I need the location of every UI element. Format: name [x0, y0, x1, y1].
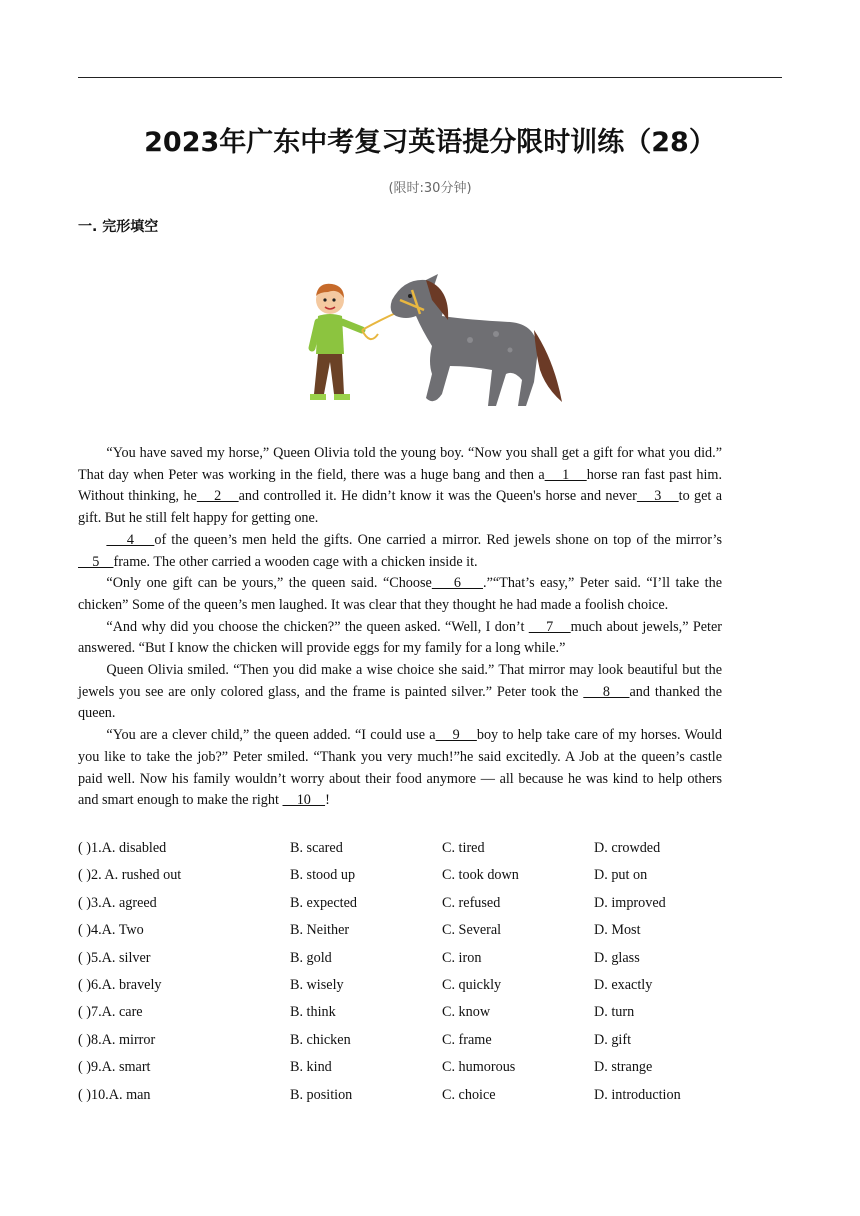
- blank-7: 7: [528, 618, 571, 635]
- option-c: C. know: [442, 1004, 491, 1021]
- cloze-passage: [78, 443, 722, 812]
- option-c: C. quickly: [442, 976, 502, 993]
- blank-3: 3: [636, 488, 679, 505]
- question-row: [78, 1059, 778, 1086]
- option-d: D. improved: [594, 894, 666, 911]
- passage-text: much about jewels,” Peter answered. “But I know the chicken will provide eggs for my family for a long while.”: [78, 618, 723, 657]
- passage-text: “And why did you choose the chicken?” the queen asked. “Well, I don’t: [106, 618, 529, 635]
- passage-text: “Only one gift can be yours,” the queen said. “Choose: [106, 575, 432, 592]
- question-list: [78, 840, 778, 1114]
- passage-text: Queen Olivia smiled. “Then you did make a wise choice she said.” That mirror may look beautiful but the jewels you see are only colored glass, and the frame is painted silver.” Peter took the: [78, 662, 722, 700]
- option-b: B. Neither: [290, 922, 350, 939]
- question-row: [78, 950, 778, 977]
- option-d: D. crowded: [594, 840, 661, 856]
- blank-10: 10: [282, 792, 326, 809]
- option-b: B. scared: [290, 840, 343, 856]
- option-b: B. position: [290, 1086, 353, 1103]
- blank-6: 6: [431, 575, 484, 592]
- option-d: D. exactly: [594, 976, 653, 993]
- passage-text: and controlled it. He didn’t know it was the Queen's horse and never: [238, 488, 637, 505]
- passage-text: to get a gift. But he still felt happy for getting one.: [78, 488, 723, 527]
- time-limit: (限时:30分钟): [388, 181, 472, 196]
- question-row: [78, 895, 778, 922]
- blank-1: 1: [544, 466, 587, 483]
- passage-text: and thanked the queen.: [78, 683, 723, 722]
- option-d: D. glass: [594, 949, 640, 966]
- option-d: D. strange: [594, 1059, 653, 1076]
- option-c: C. took down: [442, 867, 519, 884]
- option-a: ( )4.A. Two: [78, 922, 144, 939]
- option-c: C. humorous: [442, 1059, 516, 1076]
- option-b: B. expected: [290, 894, 357, 911]
- passage-paragraph: [78, 573, 722, 616]
- option-c: C. refused: [442, 894, 501, 911]
- option-a: ( )6.A. bravely: [78, 976, 162, 993]
- option-d: D. gift: [594, 1031, 632, 1048]
- question-row: [78, 1032, 778, 1059]
- option-d: D. introduction: [594, 1086, 681, 1103]
- option-b: B. wisely: [290, 976, 344, 993]
- horse-figure: [391, 274, 562, 406]
- question-row: [78, 867, 778, 894]
- option-d: D. put on: [594, 867, 648, 884]
- passage-paragraph: [78, 530, 722, 573]
- passage-paragraph: [78, 725, 722, 812]
- page-title: 2023年广东中考复习英语提分限时训练（28）: [144, 127, 716, 158]
- passage-text: boy to help take care of my horses. Would you like to take the job?” Peter smiled. “Thank you very much!”he said excitedly. A Job at the queen’s castle paid well. Now his family wouldn’t worry about their food anymore — all because he was kind to help others and smart enough to make the right: [78, 727, 722, 809]
- question-row: [78, 922, 778, 949]
- option-a: ( )10.A. man: [78, 1086, 151, 1103]
- passage-paragraph: [78, 443, 722, 530]
- option-b: B. chicken: [290, 1031, 351, 1048]
- blank-4: 4: [106, 531, 155, 548]
- passage-text: frame. The other carried a wooden cage with a chicken inside it.: [113, 553, 478, 570]
- question-row: [78, 1004, 778, 1031]
- question-row: [78, 840, 778, 867]
- boy-with-horse-illustration: [300, 270, 570, 420]
- blank-9: 9: [435, 727, 477, 744]
- option-d: D. Most: [594, 922, 641, 939]
- option-c: C. choice: [442, 1086, 496, 1103]
- option-c: C. Several: [442, 922, 502, 939]
- option-c: C. iron: [442, 949, 482, 966]
- option-a: ( )2. A. rushed out: [78, 867, 182, 884]
- option-b: B. kind: [290, 1059, 332, 1076]
- blank-8: 8: [583, 683, 630, 700]
- question-row: [78, 977, 778, 1004]
- option-a: ( )8.A. mirror: [78, 1031, 156, 1048]
- option-b: B. think: [290, 1004, 336, 1021]
- passage-text: horse ran fast past him. Without thinking, he: [78, 466, 722, 505]
- blank-5: 5: [78, 553, 114, 570]
- option-c: C. frame: [442, 1031, 492, 1048]
- passage-text: “You are a clever child,” the queen added. “I could use a: [106, 727, 436, 744]
- blank-2: 2: [196, 488, 239, 505]
- option-a: ( )5.A. silver: [78, 949, 151, 966]
- passage-text: “You have saved my horse,” Queen Olivia told the young boy. “Now you shall get a gift for what you did.” That day when Peter was working in the field, there was a huge bang and then a: [78, 445, 722, 483]
- passage-paragraph: [78, 617, 722, 660]
- option-c: C. tired: [442, 840, 485, 856]
- passage-paragraph: [78, 660, 722, 725]
- passage-text: !: [325, 792, 330, 809]
- boy-figure: [310, 284, 362, 400]
- option-a: ( )7.A. care: [78, 1004, 143, 1021]
- option-b: B. stood up: [290, 867, 356, 884]
- option-b: B. gold: [290, 949, 332, 966]
- option-a: ( )9.A. smart: [78, 1059, 151, 1076]
- passage-text: .”“That’s easy,” Peter said. “I’ll take the chicken” Some of the queen’s men laughed. It was clear that they thought he had made a foolish choice.: [78, 575, 722, 613]
- question-row: [78, 1087, 778, 1114]
- option-a: ( )1.A. disabled: [78, 840, 167, 856]
- option-a: ( )3.A. agreed: [78, 894, 157, 911]
- passage-text: of the queen’s men held the gifts. One carried a mirror. Red jewels shone on top of the mirror’s: [154, 531, 722, 548]
- option-d: D. turn: [594, 1004, 635, 1021]
- header-rule: [78, 77, 782, 78]
- section-heading: 一. 完形填空: [78, 219, 159, 235]
